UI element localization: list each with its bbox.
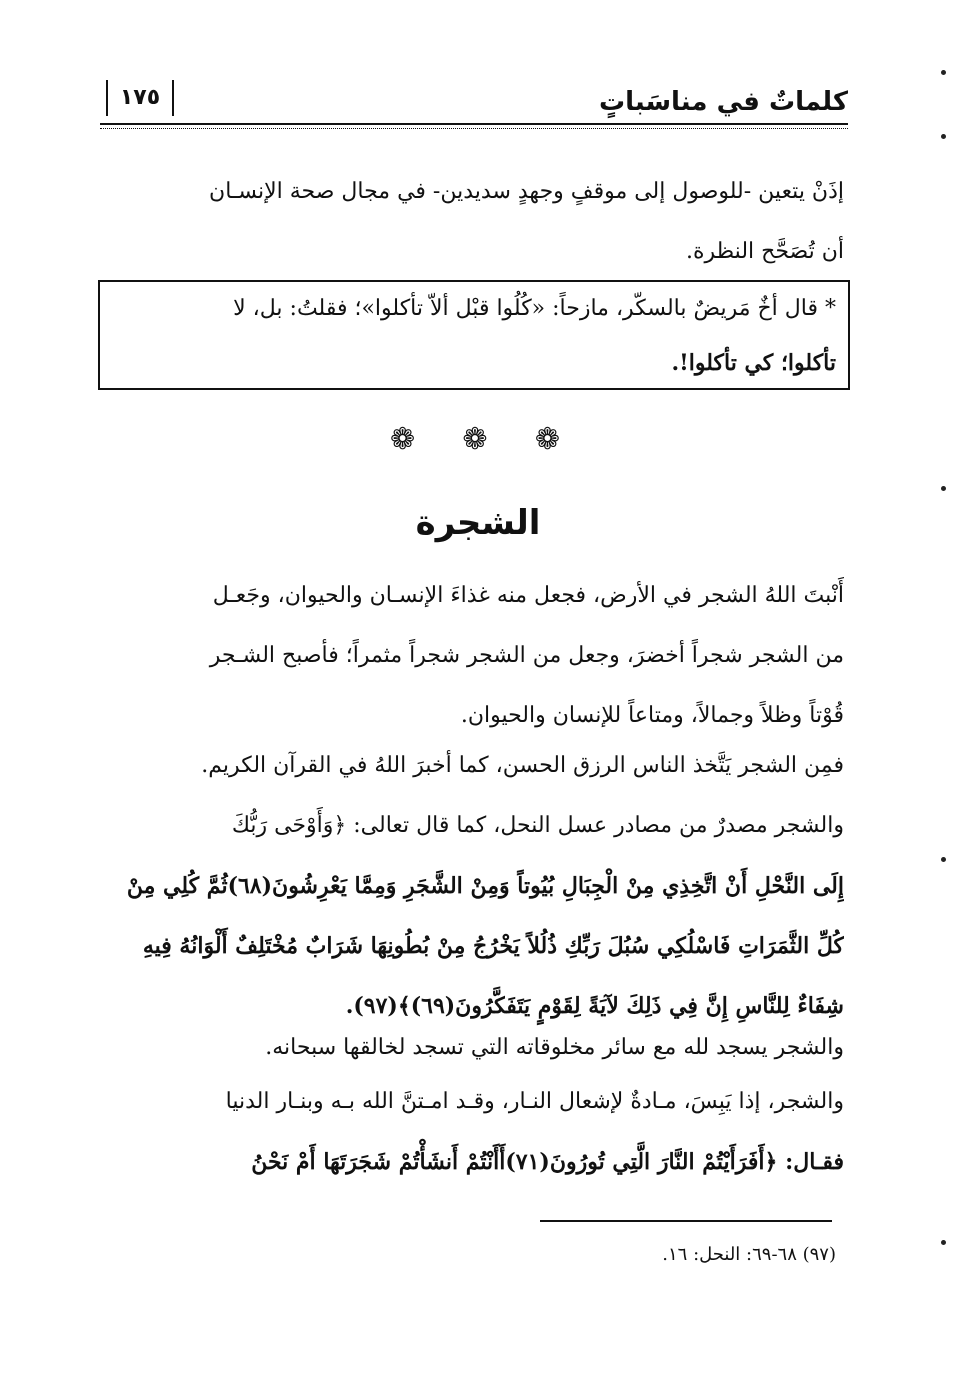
margin-dot (941, 486, 946, 491)
text-line: والشجر مصدرٌ من مصادر عسل النحل، كما قال تعالى: ﴿وَأَوْحَى رَبُّكَ (231, 813, 844, 838)
section-divider-ornaments (390, 420, 560, 460)
paragraph-1 (100, 566, 844, 746)
section-title: الشجرة (415, 503, 541, 543)
text-line: تأكلوا؛ كي تأكلوا!. (671, 350, 836, 376)
text-line: إذَنْ يتعين -للوصول إلى موقفٍ وجهدٍ سديدين- في مجال صحة الإنسـان (209, 179, 844, 204)
text-line: والشجر يسجد لله مع سائر مخلوقاته التي تسجد لخالقها سبحانه. (265, 1035, 844, 1060)
quran-verse-line: إِلَى النَّحْلِ أَنْ اتَّخِذِي مِنْ الْجِبَالِ بُيُوتاً وَمِنْ الشَّجَرِ وَمِمَّا يَعْرِشُونَ(٦٨)ثُمَّ كُلِي مِنْ (126, 873, 844, 899)
note-text (112, 282, 836, 390)
quran-verse-line: كُلِّ الثَّمَرَاتِ فَاسْلُكِي سُبُلَ رَبِّكِ ذُلُلاً يَخْرُجُ مِنْ بُطُونِهَا شَرَابٌ مُخْتَلِفٌ أَلْوَانُهُ فِيهِ (142, 933, 844, 959)
margin-dot (941, 134, 946, 139)
running-title: كلماتٌ في مناسَباتٍ (598, 87, 848, 117)
text-line: قُوْتاً وظلاً وجمالاً، ومتاعاً للإنسان والحيوان. (460, 703, 844, 728)
note-box (98, 280, 850, 390)
paragraph-2 (100, 736, 844, 796)
text-line: أن تُصَحَّح النظرة. (685, 239, 844, 264)
header-rule (100, 123, 848, 125)
flower-ornament-icon: ❁ (390, 422, 416, 457)
margin-dot (941, 1240, 946, 1245)
text-line: أَنْبتَ اللهُ الشجر في الأرض، فجعل منه غذاءَ الإنسـان والحيوان، وجَعـل (212, 583, 844, 608)
paragraph-5 (100, 1072, 844, 1192)
text-line: * قال أخٌ مَريضٌ بالسكّر، مازحاً: «كُلُوا قبْل ألاّ تأكلوا»؛ فقلتُ: بل، لا (233, 296, 836, 321)
page-number: ١٧٥ (106, 80, 174, 116)
flower-ornament-icon: ❁ (534, 422, 560, 457)
quran-verse-line: فقـال: ﴿أَفَرَأَيْتُمْ النَّارَ الَّتِي تُورُونَ(٧١)أَأَنْتُمْ أَنشَأْتُمْ شَجَرَتَهَا أَمْ نَحْنُ (251, 1149, 844, 1175)
text-line: فمِن الشجر يَتَّخذ الناس الرزق الحسن، كما أخبرَ اللهُ في القرآن الكريم. (201, 753, 844, 778)
text-line: من الشجر شجراً أخضرَ، وجعل من الشجر شجراً مثمراً؛ فأصبح الشـجر (209, 643, 844, 668)
page-header (100, 78, 848, 128)
header-rule-dotted (100, 128, 848, 129)
text-line: والشجر، إذا يَبِسَ، مـادةٌ لإشعال النـار، وقـد امـتنَّ الله بـه وبنـار الدنيا (225, 1089, 844, 1114)
margin-dot (941, 857, 946, 862)
paragraph-3 (100, 796, 844, 1036)
quran-verse-line: شِفَاءٌ لِلنَّاسِ إِنَّ فِي ذَلِكَ لآيَةً لِقَوْمٍ يَتَفَكَّرُونَ(٦٩)﴾(٩٧). (345, 993, 844, 1019)
footnote-rule (540, 1220, 832, 1222)
margin-dot (941, 70, 946, 75)
footnote: (٩٧) ٦٨-٦٩: النحل: ١٦. (662, 1244, 836, 1265)
intro-paragraph (100, 162, 844, 282)
flower-ornament-icon: ❁ (462, 422, 488, 457)
paragraph-4 (100, 1018, 844, 1078)
